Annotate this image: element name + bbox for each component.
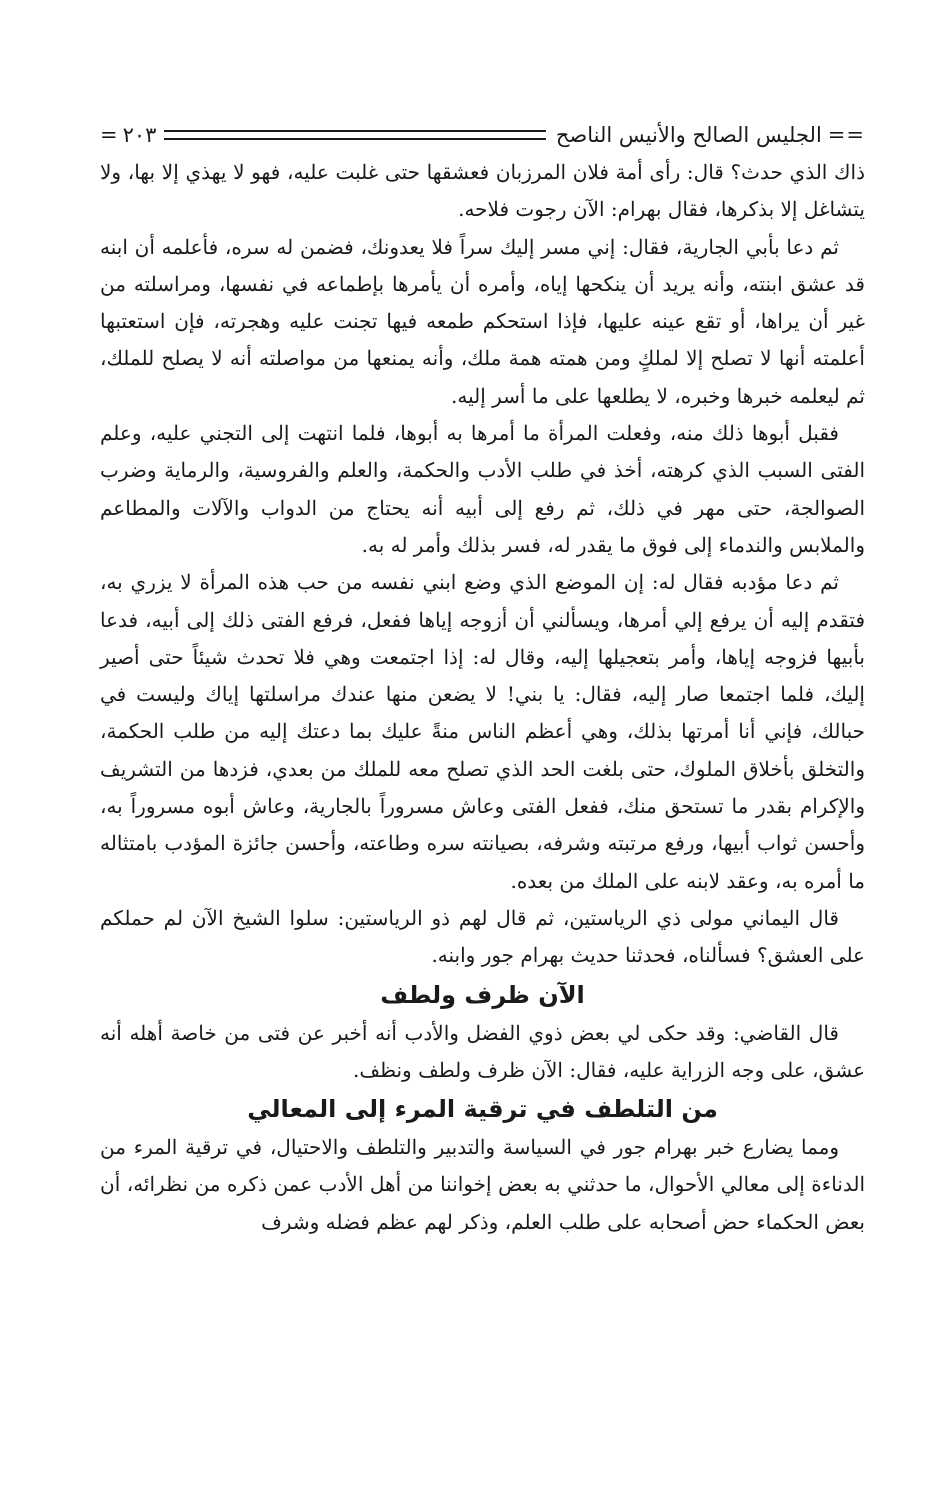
section-heading: الآن ظرف ولطف xyxy=(380,980,585,1009)
paragraph: ومما يضارع خبر بهرام جور في السياسة والتدبير والتلطف والاحتيال، في ترقية المرء من الدناءة إلى معالي الأحوال، ما حدثني به بعض إخواننا من أهل الأدب عمن ذكره من نظرائه، أن بعض الحكماء حض أصحابه على طلب العلم، وذكر لهم عظم فضله وشرف xyxy=(100,1135,865,1234)
paragraph: قال القاضي: وقد حكى لي بعض ذوي الفضل والأدب أنه أخبر عن فتى من خاصة أهله أنه عشق، على وجه الزراية عليه، فقال: الآن ظرف ولطف ونظف. xyxy=(100,1020,865,1082)
paragraph: ثم دعا بأبي الجارية، فقال: إني مسر إليك سراً فلا يعدونك، فضمن له سره، فأعلمه أن ابنه قد عشق ابنته، وأنه يريد أن ينكحها إياه، وأمره أن يأمرها بإطماعه في نفسها، ومراسلته من غير أن يراها، أو تقع عينه عليها، فإذا استحكم طمعه فيها تجنت عليه وهجرته، فإن استعتبها أعلمته أنها لا تصلح إلا لملكٍ ومن همته همة ملك، وأنه يمنعها من مواصلته أنه لا يصلح للملك، ثم ليعلمه خبرها وخبره، لا يطلعها على ما أسر إليه. xyxy=(100,234,865,408)
section-heading: من التلطف في ترقية المرء إلى المعالي xyxy=(247,1095,718,1124)
running-header xyxy=(100,118,865,152)
header-ornament-right: == xyxy=(827,123,865,147)
header-rule xyxy=(164,130,545,140)
book-page xyxy=(100,118,865,1241)
paragraph: ثم دعا مؤدبه فقال له: إن الموضع الذي وضع ابني نفسه من حب هذه المرأة لا يزري به، فتقدم إليه أن يرفع إلي أمرها، ويسألني أن أزوجه إياها ففعل، فرفع الفتى ذلك إلى أبيه، فدعا بأبيها فزوجه إياها، وأمر بتعجيلها إليه، وقال له: إذا اجتمعت وهي فلا تحدث شيئاً حتى أصير إليك، فلما اجتمعا صار إليه، فقال: يا بني! لا يضعن منها عندك مراسلتها إياك وليست في حبالك، فإني أنا أمرتها بذلك، وهي أعظم الناس منةً عليك بما دعتك إليه من طلب الحكمة، والتخلق بأخلاق الملوك، حتى بلغت الحد الذي تصلح معه للملك من بعدي، فزدها من التشريف والإكرام بقدر ما تستحق منك، ففعل الفتى وعاش مسروراً بالجارية، وعاش أبوه مسروراً به، وأحسن ثواب أبيها، ورفع مرتبته وشرفه، بصيانته سره وطاعته، وأحسن جائزة المؤدب بامتثاله ما أمره به، وعقد لابنه على الملك من بعده. xyxy=(100,570,865,893)
paragraph-continued: ذاك الذي حدث؟ قال: رأى أمة فلان المرزبان فعشقها حتى غلبت عليه، فهو لا يهذي إلا بها، ولا يتشاغل إلا بذكرها، فقال بهرام: الآن رجوت فلاحه. xyxy=(100,160,865,222)
paragraph: فقبل أبوها ذلك منه، وفعلت المرأة ما أمرها به أبوها، فلما انتهت إلى التجني عليه، وعلم الفتى السبب الذي كرهته، أخذ في طلب الأدب والحكمة، والعلم والفروسية، والرماية وضرب الصوالجة، حتى مهر في ذلك، ثم رفع إلى أبيه أنه يحتاج من الدواب والآلات والمطاعم والملابس والندماء إلى فوق ما يقدر له، فسر بذلك وأمر له به. xyxy=(100,421,865,557)
body-text xyxy=(100,154,865,1241)
book-title: الجليس الصالح والأنيس الناصح xyxy=(555,123,822,147)
paragraph: قال اليماني مولى ذي الرياستين، ثم قال لهم ذو الرياستين: سلوا الشيخ الآن لم حملكم على العشق؟ فسألناه، فحدثنا حديث بهرام جور وابنه. xyxy=(100,905,865,968)
page-number: ٢٠٣ xyxy=(122,123,157,147)
header-ornament-left: = xyxy=(100,123,119,147)
